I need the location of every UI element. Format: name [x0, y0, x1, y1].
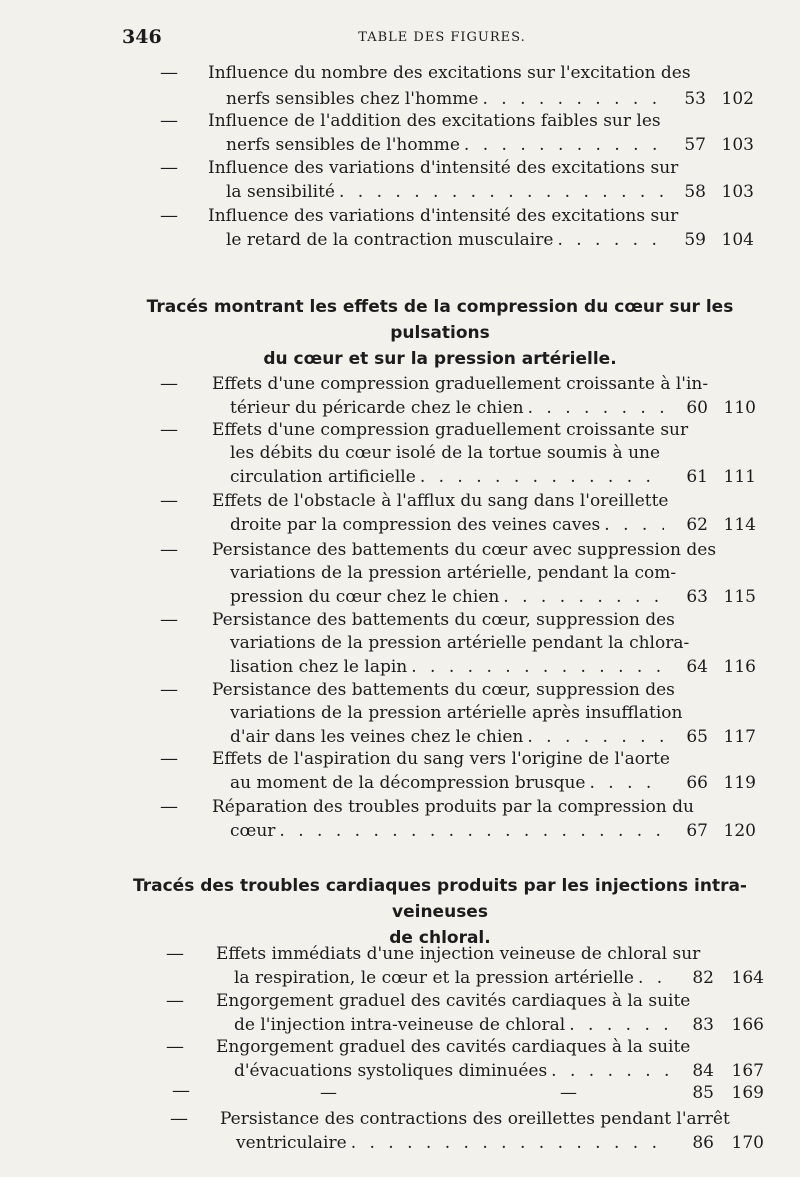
- entry-text-line: la sensibilité . . .: [226, 179, 664, 205]
- figure-number: 84: [692, 1061, 714, 1081]
- entry-dash: —: [160, 490, 178, 511]
- entry-text-line: variations de la pression artérielle, pendant la com-: [230, 563, 677, 583]
- figure-number: 59: [684, 230, 706, 250]
- entry-dash: —: [160, 62, 178, 83]
- entry-text-line: pression du cœur chez le chien . . .: [230, 584, 664, 610]
- figure-number: 67: [686, 821, 708, 841]
- page-ref: 170: [731, 1133, 764, 1153]
- entry-text-line: Persistance des battements du cœur, suppression des: [212, 610, 675, 630]
- leader-dots: [589, 770, 664, 796]
- section-title-line: du cœur et sur la pression artérielle.: [263, 349, 617, 369]
- figure-number: 82: [692, 968, 714, 988]
- figure-number: 63: [686, 587, 708, 607]
- figure-number: 57: [684, 135, 706, 155]
- entry-dash: —: [160, 110, 178, 131]
- page-ref: 166: [731, 1015, 764, 1035]
- entry-dash: —: [166, 990, 184, 1011]
- entry-text-line: ventriculaire . . .: [236, 1130, 670, 1156]
- page-number: 346: [122, 26, 162, 48]
- leader-dots: [279, 818, 664, 844]
- page-ref: 120: [723, 821, 756, 841]
- entry-dash: —: [160, 419, 178, 440]
- leader-dots: [604, 512, 664, 538]
- entry-text-line: Persistance des battements du cœur avec suppression des: [212, 540, 717, 560]
- entry-text-line: Effets de l'aspiration du sang vers l'origine de l'aorte: [212, 749, 670, 769]
- page-ref: 104: [721, 230, 754, 250]
- section-title: [110, 873, 770, 951]
- entry-dash: —: [160, 205, 178, 226]
- entry-text-line: Réparation des troubles produits par la compression du: [212, 797, 694, 817]
- entry-text-line: Influence du nombre des excitations sur l'excitation des: [208, 63, 691, 83]
- entry-text-line: Influence des variations d'intensité des excitations sur: [208, 158, 679, 178]
- entry-text-line: les débits du cœur isolé de la tortue soumis à une: [230, 443, 661, 463]
- figure-number: 53: [684, 89, 706, 109]
- entry-text-line: térieur du péricarde chez le chien . . .: [230, 395, 664, 421]
- figure-number: 83: [692, 1015, 714, 1035]
- page-ref: 169: [731, 1083, 764, 1103]
- page-ref: 117: [723, 727, 756, 747]
- page-ref: 115: [723, 587, 756, 607]
- entry-dash: —: [160, 796, 178, 817]
- entry-text-line: le retard de la contraction musculaire . . .: [226, 227, 664, 253]
- entry-dash: —: [170, 1108, 188, 1129]
- page-ref: 114: [723, 515, 756, 535]
- entry-text-line: d'évacuations systoliques diminuées . . .: [234, 1058, 670, 1084]
- entry-dash: —: [160, 157, 178, 178]
- entry-text-line: nerfs sensibles de l'homme . . .: [226, 132, 664, 158]
- entry-text-line: Persistance des battements du cœur, suppression des: [212, 680, 675, 700]
- page-ref: 164: [731, 968, 764, 988]
- section-title-line: Tracés des troubles cardiaques produits par les injections intra-veineuses: [133, 876, 747, 922]
- entry-text-line: Persistance des contractions des oreillettes pendant l'arrêt: [220, 1109, 730, 1129]
- leader-dots: [351, 1130, 670, 1156]
- entry-text-line: droite par la compression des veines caves . . .: [230, 512, 664, 538]
- entry-dash: —: [160, 748, 178, 769]
- page-ref: 167: [731, 1061, 764, 1081]
- entry-dash: —: [166, 1036, 184, 1057]
- figure-number: 62: [686, 515, 708, 535]
- entry-text-line: variations de la pression artérielle après insufflation: [230, 703, 683, 723]
- entry-text-line: cœur . . .: [230, 818, 664, 844]
- entry-text-line: circulation artificielle . . .: [230, 464, 664, 490]
- entry-text-line: Engorgement graduel des cavités cardiaques à la suite: [216, 1037, 691, 1057]
- entry-text-line: Engorgement graduel des cavités cardiaques à la suite: [216, 991, 691, 1011]
- section-title: [110, 294, 770, 372]
- page-ref: 116: [723, 657, 756, 677]
- ditto-mark: —: [560, 1083, 577, 1103]
- page-header: [122, 26, 762, 50]
- figure-number: 85: [692, 1083, 714, 1103]
- entry-text-line: lisation chez le lapin . . .: [230, 654, 664, 680]
- leader-dots: [557, 227, 664, 253]
- entry-text-line: la respiration, le cœur et la pression artérielle . . .: [234, 965, 670, 991]
- ditto-mark: —: [320, 1083, 337, 1103]
- page-ref: 111: [723, 467, 756, 487]
- leader-dots: [420, 464, 664, 490]
- entry-text-line: Influence des variations d'intensité des excitations sur: [208, 206, 679, 226]
- entry-dash: —: [160, 679, 178, 700]
- entry-text-line: Influence de l'addition des excitations faibles sur les: [208, 111, 661, 131]
- entry-dash: —: [160, 609, 178, 630]
- page-ref: 110: [723, 398, 756, 418]
- entry-dash: —: [160, 539, 178, 560]
- figure-number: 66: [686, 773, 708, 793]
- entry-text-line: variations de la pression artérielle pendant la chlora-: [230, 633, 690, 653]
- entry-text-line: Effets d'une compression graduellement croissante sur: [212, 420, 689, 440]
- entry-dash: —: [166, 943, 184, 964]
- page-ref: 102: [721, 89, 754, 109]
- entry-text-line: Effets d'une compression graduellement croissante à l'in-: [212, 374, 709, 394]
- page-ref: 119: [723, 773, 756, 793]
- figure-number: 60: [686, 398, 708, 418]
- section-title-line: de chloral.: [389, 928, 491, 948]
- entry-dash: —: [160, 373, 178, 394]
- figure-number: 65: [686, 727, 708, 747]
- figure-number: 64: [686, 657, 708, 677]
- entry-dash: —: [172, 1080, 190, 1101]
- figure-number: 58: [684, 182, 706, 202]
- running-title: TABLE DES FIGURES.: [358, 30, 526, 45]
- figure-number: 86: [692, 1133, 714, 1153]
- entry-text-line: d'air dans les veines chez le chien . . .: [230, 724, 664, 750]
- leader-dots: [339, 179, 664, 205]
- entry-text-line: nerfs sensibles chez l'homme . . .: [226, 86, 664, 112]
- entry-text-line: de l'injection intra-veineuse de chloral . . .: [234, 1012, 670, 1038]
- entry-text-line: au moment de la décompression brusque . . .: [230, 770, 664, 796]
- section-title-line: Tracés montrant les effets de la compression du cœur sur les pulsations: [146, 297, 734, 343]
- page-ref: 103: [721, 182, 754, 202]
- page-ref: 103: [721, 135, 754, 155]
- entry-text-line: Effets immédiats d'une injection veineuse de chloral sur: [216, 944, 701, 964]
- figure-number: 61: [686, 467, 708, 487]
- entry-text-line: Effets de l'obstacle à l'afflux du sang dans l'oreillette: [212, 491, 669, 511]
